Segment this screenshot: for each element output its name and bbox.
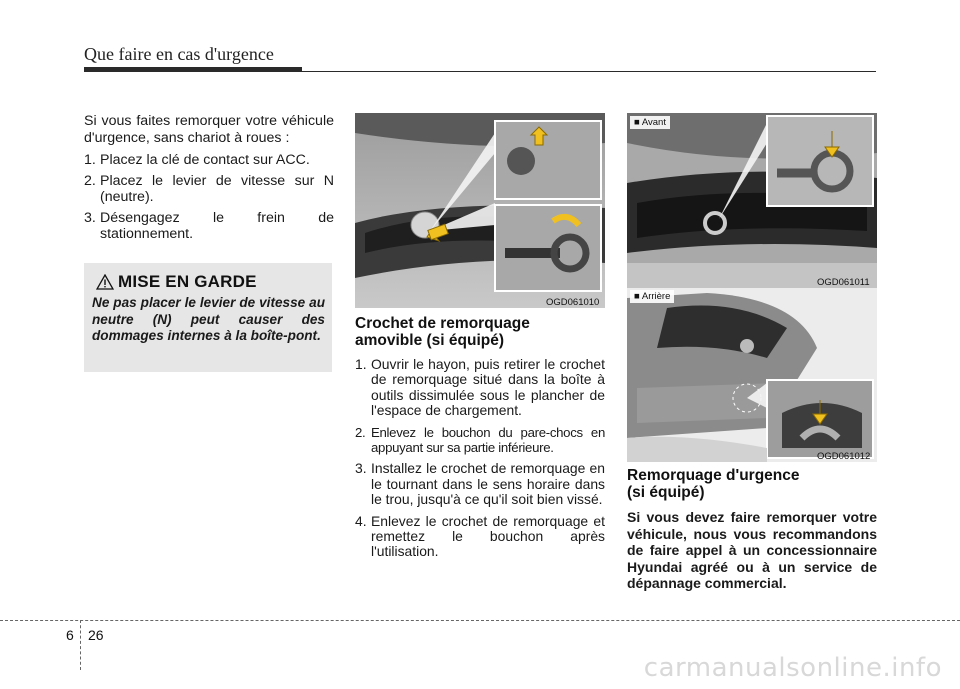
step-text: Placez le levier de vitesse sur N (neutre). [100,172,334,205]
hook-step [355,514,605,560]
footer-rule [0,620,960,621]
hook-step [355,425,605,456]
front-tow-hook-figure [627,113,877,288]
hook-step [355,461,605,507]
rear-tow-hook-figure [627,288,877,462]
step-text: Ouvrir le hayon, puis retirer le crochet de remorquage situé dans la boîte à outils dissimulée sous le plancher de l'espace de chargement. [371,356,605,419]
warning-text: Ne pas placer le levier de vitesse au neutre (N) peut causer des dommages internes à la boîte-pont. [92,295,325,343]
step-number: 1. [84,152,96,168]
page-number: 26 [88,627,104,643]
emergency-section [627,467,877,592]
step-number: 2. [84,172,96,189]
header-rule [84,71,876,72]
emergency-section-title [627,467,877,501]
intro-step [84,173,334,206]
step-number: 3. [355,460,367,477]
title-line: (si équipé) [627,484,705,501]
step-text: Placez la clé de contact sur ACC. [100,152,310,168]
watermark: carmanualsonline.info [643,653,942,683]
step-number: 1. [355,356,367,372]
warning-triangle-icon [96,274,114,290]
warning-title: MISE EN GARDE [118,272,257,291]
emergency-text: Si vous devez faire remorquer votre véhicule, nous vous recommandons de faire appel à un concessionnaire Hyundai agréé ou à un service de dépannage commercial. [627,509,877,591]
hook-section-title [355,315,605,349]
step-text: Enlevez le crochet de remorquage et remettez le bouchon après l'utilisation. [371,512,605,560]
front-bumper-illustration [627,113,877,288]
step-number: 4. [355,512,367,529]
step-text: Désengagez le frein de stationnement. [100,209,334,242]
rear-bumper-illustration [627,288,877,462]
hook-steps [355,357,605,560]
hook-section [355,315,605,566]
figure-code: OGD061010 [546,297,600,308]
step-text: Installez le crochet de remorquage en le tournant dans le sens horaire dans le trou, jusqu'à ce qu'il soit bien vissé. [371,460,605,508]
warning-box [84,263,332,372]
bumper-illustration [355,113,605,308]
hook-step [355,357,605,419]
figure-code: OGD061011 [817,277,870,288]
step-text: Enlevez le bouchon du pare-chocs en appuyant sur sa partie inférieure. [371,424,605,456]
figure-code: OGD061012 [817,451,871,462]
section-number: 6 [66,627,74,643]
front-tag: ■ Avant [630,116,670,129]
tow-hook-install-figure [355,113,605,308]
intro-step [84,210,334,243]
title-line: Remorquage d'urgence [627,467,800,484]
intro-column [84,113,334,247]
footer-divider [80,620,81,670]
rear-tag: ■ Arrière [630,290,674,303]
intro-steps [84,152,334,243]
step-number: 3. [84,209,96,226]
title-line: Crochet de remorquage [355,315,530,332]
intro-paragraph: Si vous faites remorquer votre véhicule d'urgence, sans chariot à roues : [84,113,334,146]
step-number: 2. [355,424,366,440]
title-line: amovible (si équipé) [355,332,505,349]
intro-step [84,152,334,169]
page-header-title: Que faire en cas d'urgence [84,44,274,64]
